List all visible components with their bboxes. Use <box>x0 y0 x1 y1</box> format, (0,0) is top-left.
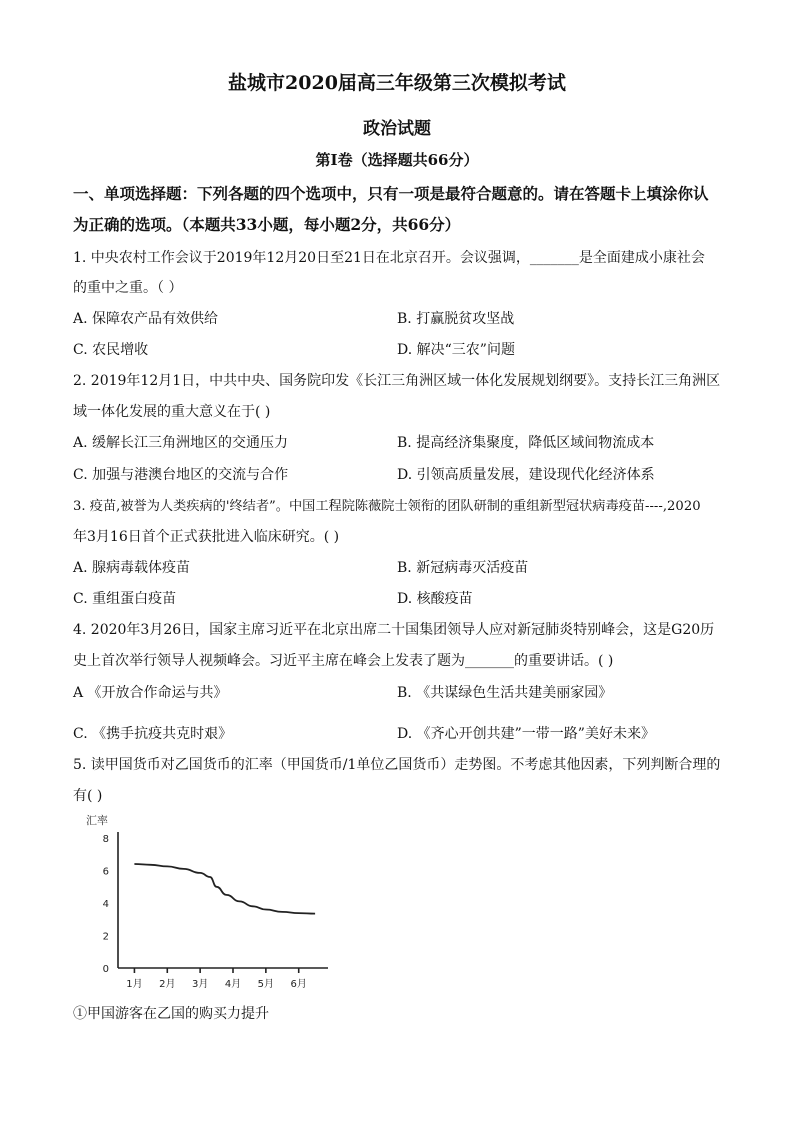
y-tick-label: 6 <box>102 866 109 878</box>
q4-stem-line2: 史上首次举行领导人视频峰会。习近平主席在峰会上发表了题为_______的重要讲话。( ) <box>73 653 614 669</box>
y-tick-label: 4 <box>102 899 109 910</box>
section-heading: 一、单项选择题：下列各题的四个选项中，只有一项是最符合题意的。请在答题卡上填涂你认为正确的选项。（本题共33小题，每小题2分，共66分） <box>73 184 709 234</box>
q4-option-b[interactable]: B. 《共谋绿色生活共建美丽家园》 <box>397 685 613 701</box>
exam-title: 盐城市2020届高三年级第三次模拟考试 <box>228 72 566 94</box>
y-tick-label: 8 <box>102 834 109 845</box>
q2-stem-line2: 域一体化发展的重大意义在于( ) <box>73 404 271 420</box>
q2-option-a[interactable]: A. 缓解长江三角洲地区的交通压力 <box>73 435 289 451</box>
y-tick-label: 2 <box>102 931 109 943</box>
q4-option-a[interactable]: A 《开放合作命运与共》 <box>73 685 228 701</box>
part-title: 第Ⅰ卷（选择题共66分） <box>315 151 479 169</box>
q4-stem-line1: 4. 2020年3月26日，国家主席习近平在北京出席二十国集团领导人应对新冠肺炎特别峰会，这是G20历 <box>73 622 715 638</box>
q1-stem-line2: 的重中之重。（ ） <box>73 280 183 296</box>
exchange-rate-series-line <box>134 864 315 914</box>
q5-item-1: ①甲国游客在乙国的购买力提升 <box>73 1006 269 1022</box>
exchange-rate-chart-svg <box>70 808 340 996</box>
q3-option-a[interactable]: A. 腺病毒载体疫苗 <box>73 560 191 576</box>
y-axis-label: 汇率 <box>86 814 108 827</box>
y-tick-label: 0 <box>102 964 109 975</box>
q1-option-d[interactable]: D. 解决“三农”问题 <box>397 342 515 358</box>
q3-stem-line2: 年3月16日首个正式获批进入临床研究。( ) <box>73 529 340 545</box>
q1-option-a[interactable]: A. 保障农产品有效供给 <box>73 311 219 327</box>
x-tick-label: 3月 <box>191 979 209 990</box>
q2-option-d[interactable]: D. 引领高质量发展，建设现代化经济体系 <box>397 467 655 483</box>
q5-stem-line1: 5. 读甲国货币对乙国货币的汇率（甲国货币/1单位乙国货币）走势图。不考虑其他因素，下列判断合理的 <box>73 757 721 773</box>
x-tick-label: 5月 <box>257 979 275 990</box>
exchange-rate-chart <box>70 808 340 1000</box>
x-tick-label: 6月 <box>290 979 307 990</box>
q2-option-c[interactable]: C. 加强与港澳台地区的交流与合作 <box>73 467 289 483</box>
q1-option-b[interactable]: B. 打赢脱贫攻坚战 <box>397 311 515 327</box>
q2-stem-line1: 2. 2019年12月1日，中共中央、国务院印发《长江三角洲区域一体化发展规划纲要》。支持长江三角洲区 <box>73 373 721 389</box>
q3-option-c[interactable]: C. 重组蛋白疫苗 <box>73 591 177 607</box>
q1-option-c[interactable]: C. 农民增收 <box>73 342 149 358</box>
q3-option-b[interactable]: B. 新冠病毒灭活疫苗 <box>397 560 529 576</box>
q4-option-d[interactable]: D. 《齐心开创共建”一带一路”美好未来》 <box>397 726 655 742</box>
q4-option-c[interactable]: C. 《携手抗疫共克时艰》 <box>73 726 233 742</box>
q5-stem-line2: 有( ) <box>73 788 103 804</box>
q3-option-d[interactable]: D. 核酸疫苗 <box>397 591 473 607</box>
x-tick-label: 4月 <box>224 979 242 990</box>
x-tick-label: 2月 <box>159 979 176 990</box>
q1-stem-line1: 1. 中央农村工作会议于2019年12月20日至21日在北京召开。会议强调，_______是全面建成小康社会 <box>73 250 705 266</box>
subject-title: 政治试题 <box>363 119 431 139</box>
q2-option-b[interactable]: B. 提高经济集聚度，降低区域间物流成本 <box>397 435 655 451</box>
x-tick-label: 1月 <box>126 979 143 990</box>
q3-stem-line1: 3. 疫苗,被誉为人类疾病的'终结者”。中国工程院陈薇院士领衔的团队研制的重组新型冠状病毒疫苗----,2020 <box>73 499 701 514</box>
